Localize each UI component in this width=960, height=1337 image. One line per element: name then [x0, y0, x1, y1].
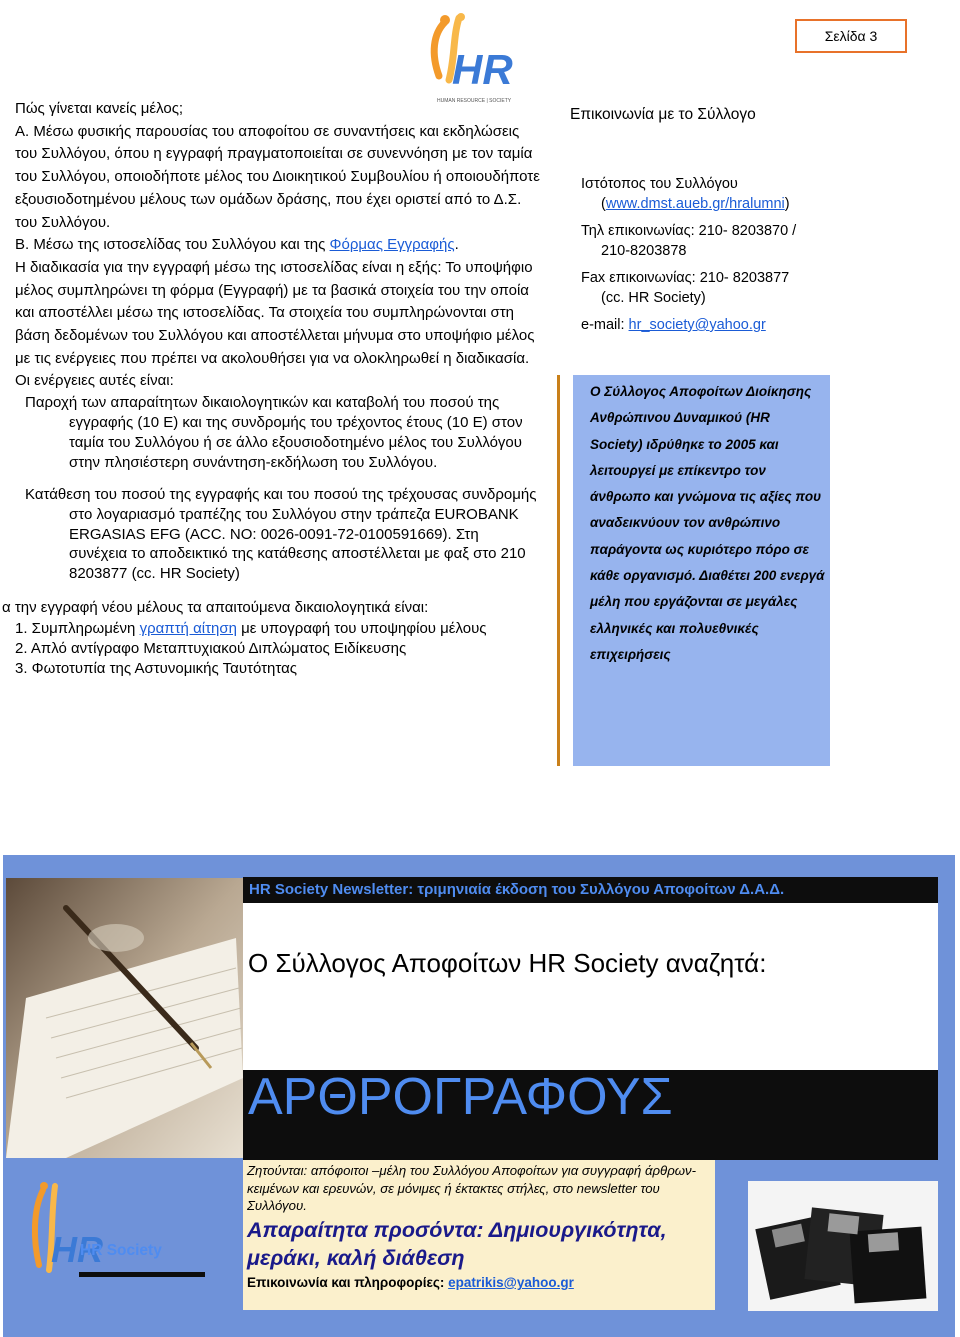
membership-section [2, 98, 540, 679]
writers-heading: ΑΡΘΡΟΓΡΑΦΟΥΣ [248, 1068, 673, 1126]
svg-text:HUMAN RESOURCE | SOCIETY: HUMAN RESOURCE | SOCIETY [437, 98, 512, 104]
requirement-1: 1. Συμπληρωμένη γραπτή αίτηση με υπογραφή του υποψηφίου μέλους [15, 620, 487, 638]
society-seeks-text: Ο Σύλλογος Αποφοίτων HR Society αναζητά: [248, 948, 767, 978]
registration-form-link[interactable]: Φόρμας Εγγραφής [329, 236, 455, 254]
procedure-text: Η διαδικασία για την εγγραφή μέσω της ιστοσελίδας είναι η εξής: Το υποψήφιο μέλος συμπληρώνει τη φόρμα (Εγγραφή) με τα βασικά στοιχεία του την οποία και αποστέλλει μέσω της ιστοσελίδας. Τα στοιχεία του συμπληρώνονται στη βάση δεδομένων του Συλλόγου και αποστέλλεται μήνυμα στο υποψήφιο μέλος με τις ενέργειες που πρέπει να ακολουθήσει για να ολοκληρωθεί η διαδικασία. Οι ενέργειες αυτές είναι: [15, 258, 535, 390]
email-link[interactable]: hr_society@yahoo.gr [628, 317, 766, 333]
svg-text:HR: HR [51, 1229, 103, 1270]
contact-title: Επικοινωνία με το Σύλλογο [570, 106, 756, 123]
newsletter-header: HR Society Newsletter: τριμηνιαία έκδοση του Συλλόγου Αποφοίτων Δ.Α.Δ. [243, 877, 938, 903]
box-accent-line [557, 375, 560, 766]
option-a-text: Α. Μέσω φυσικής παρουσίας του αποφοίτου σε συναντήσεις και εκδηλώσεις του Συλλόγου, όπου η εγγραφή πραγματοποιείται σε συνεννόηση με τον ταμία του Συλλόγου, οποιοδήποτε μέλος του Διοικητικού Συμβουλίου ή οποιουδήποτε εξουσιοδοτημένου μέλους των ομάδων δράσης, που έχει οριστεί από το Δ.Σ. του Συλλόγου. [15, 122, 540, 231]
contact-list [581, 174, 851, 342]
pen-and-notebook-photo [6, 878, 243, 1158]
headline-panel [243, 903, 938, 1070]
footer-logo-label: HR Society [80, 1242, 162, 1259]
requirement-2: 2. Απλό αντίγραφο Μεταπτυχιακού Διπλώματος Ειδίκευσης [15, 640, 407, 658]
website-item: Ιστότοπος του Συλλόγου (www.dmst.aueb.gr/hralumni) [581, 176, 790, 212]
call-for-writers-box [243, 1160, 715, 1310]
logo-letters: HR [452, 46, 513, 93]
requirements-text: Απαραίτητα προσόντα: Δημιουργικότητα, μεράκι, καλή διάθεση [247, 1218, 667, 1270]
logo-graphic [425, 14, 513, 106]
requirements-list [2, 598, 540, 679]
membership-heading: Πώς γίνεται κανείς μέλος; [15, 100, 184, 117]
page-number: Σελίδα 3 [824, 28, 878, 44]
requirement-3: 3. Φωτοτυπία της Αστυνομικής Ταυτότητας [15, 660, 297, 678]
fax-item: Fax επικοινωνίας: 210- 8203877 (cc. HR Society) [581, 270, 790, 306]
footer-logo [15, 1160, 205, 1300]
floppy-disks-image [748, 1181, 938, 1311]
phone-item: Τηλ επικοινωνίας: 210- 8203870 / 210-8203878 [581, 223, 797, 259]
newsletter-email-link[interactable]: epatrikis@yahoo.gr [448, 1275, 574, 1290]
newsletter-contact: Επικοινωνία και πληροφορίες: epatrikis@yahoo.gr [247, 1275, 574, 1290]
wanted-text: Ζητούνται: απόφοιτοι –μέλη του Συλλόγου Αποφοίτων για συγγραφή άρθρων-κειμένων και ερευνών, σε μόνιμες ή έκτακτες στήλες, στο newsletter του Συλλόγου. [247, 1163, 696, 1213]
email-item: e-mail: hr_society@yahoo.gr [581, 317, 766, 333]
website-link[interactable]: www.dmst.aueb.gr/hralumni [605, 196, 785, 212]
step-2: Κατάθεση του ποσού της εγγραφής και του ποσού της τρέχουσας συνδρομής στο λογαριασμό τραπέζης του Συλλόγου στην τράπεζα EUROBANK ERGASIAS EFG (ACC. NO: 0026-0091-72-0100591669). Στη συνέχεια το αποδεικτικό της κατάθεσης αποστέλλεται με φαξ στο 210 8203877 (cc. HR Society) [25, 485, 537, 583]
written-application-link[interactable]: γραπτή αίτηση [139, 620, 237, 638]
about-box [573, 375, 830, 766]
option-b-text: Β. Μέσω της ιστοσελίδας του Συλλόγου και της Φόρμας Εγγραφής. [15, 236, 459, 254]
about-text: Ο Σύλλογος Αποφοίτων Διοίκησης Ανθρώπινου Δυναμικού (HR Society) ιδρύθηκε το 2005 και λειτουργεί με επίκεντρο τον άνθρωπο και γνώμονα τις αξίες που αναδεικνύουν τον ανθρώπινο παράγοντα ως κυριότερο πόρο σε κάθε οργανισμό. Διαθέτει 200 ενεργά μέλη που εργάζονται σε μεγάλες ελληνικές και πολυεθνικές επιχειρήσεις [590, 384, 825, 662]
page-number-box [795, 19, 907, 53]
step-1: Παροχή των απαραίτητων δικαιολογητικών και καταβολή του ποσού της εγγραφής (10 Ε) και της συνδρομής του τρέχοντος έτους (10 Ε) στον ταμία του Συλλόγου ή σε άλλο εξουσιοδοτημένο μέλος του Συλλόγου στην πλησιέστερη συνάντηση-εκδήλωση του Συλλόγου. [25, 394, 523, 471]
requirements-intro: α την εγγραφή νέου μέλους τα απαιτούμενα δικαιολογητικά είναι: [2, 599, 429, 617]
hr-society-logo [425, 14, 513, 106]
